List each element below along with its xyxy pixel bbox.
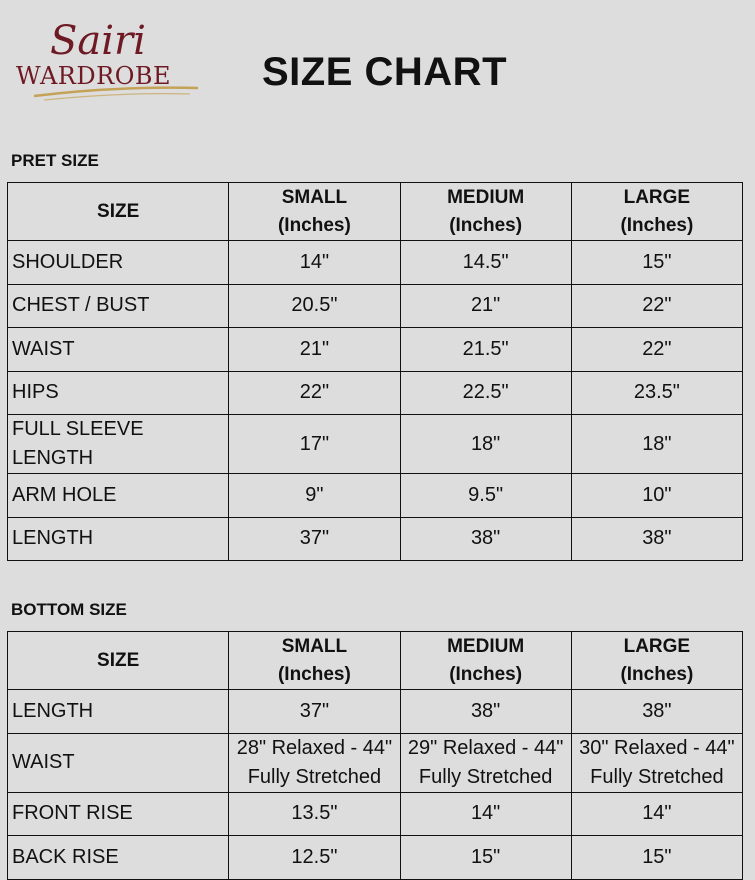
cell-small: 21" bbox=[229, 328, 400, 372]
cell-text: Fully Stretched bbox=[247, 765, 382, 788]
cell-text: 15" bbox=[470, 845, 501, 868]
cell-text: Fully Stretched bbox=[418, 765, 553, 788]
cell-medium: 21.5" bbox=[400, 328, 571, 372]
cell-small bbox=[229, 690, 400, 734]
row-label: FULL SLEEVE LENGTH bbox=[8, 415, 229, 474]
cell-medium bbox=[400, 792, 571, 836]
column-header-unit: (Inches) bbox=[277, 663, 351, 685]
column-header-unit: (Inches) bbox=[449, 214, 523, 236]
cell-text: 13.5" bbox=[291, 802, 338, 825]
table-row bbox=[8, 328, 743, 372]
row-label: SHOULDER bbox=[8, 241, 229, 285]
cell-large: 15" bbox=[571, 241, 742, 285]
column-header-label: SMALL bbox=[281, 635, 348, 657]
cell-medium: 21" bbox=[400, 284, 571, 328]
pret-size-table bbox=[7, 182, 743, 561]
cell-text: 28" Relaxed - 44" bbox=[236, 736, 393, 759]
cell-text: 15" bbox=[642, 845, 672, 868]
row-label: CHEST / BUST bbox=[8, 284, 229, 328]
column-header bbox=[400, 183, 571, 241]
table-row bbox=[8, 792, 743, 836]
cell-text: 38" bbox=[642, 699, 672, 722]
table-row bbox=[8, 690, 743, 734]
column-header-label: SMALL bbox=[281, 186, 348, 208]
cell-small: 17" bbox=[229, 415, 400, 474]
cell-medium: 38" bbox=[400, 517, 571, 561]
column-header-label: MEDIUM bbox=[447, 186, 525, 208]
cell-large bbox=[571, 733, 742, 792]
bottom-size-table bbox=[7, 631, 743, 880]
cell-large: 18" bbox=[571, 415, 742, 474]
page-title: SIZE CHART bbox=[262, 50, 507, 94]
cell-text: 37" bbox=[299, 699, 330, 722]
cell-small bbox=[229, 733, 400, 792]
brand-line1: Sairi bbox=[50, 18, 146, 64]
header-row bbox=[8, 183, 743, 241]
row-label: BACK RISE bbox=[8, 836, 229, 880]
table-row bbox=[8, 733, 743, 792]
column-header-unit: (Inches) bbox=[620, 214, 694, 236]
brand-logo-icon bbox=[14, 16, 204, 106]
cell-small: 9" bbox=[229, 474, 400, 518]
brand-logo bbox=[14, 16, 204, 106]
row-label: ARM HOLE bbox=[8, 474, 229, 518]
header-row bbox=[8, 632, 743, 690]
column-header bbox=[229, 183, 400, 241]
cell-text: 38" bbox=[470, 699, 501, 722]
cell-large bbox=[571, 836, 742, 880]
row-label: WAIST bbox=[8, 733, 229, 792]
row-label: FRONT RISE bbox=[8, 792, 229, 836]
table-row bbox=[8, 474, 743, 518]
column-header bbox=[571, 632, 742, 690]
column-header-label: LARGE bbox=[623, 186, 691, 208]
cell-small bbox=[229, 836, 400, 880]
cell-large bbox=[571, 690, 742, 734]
cell-large: 22" bbox=[571, 328, 742, 372]
cell-large: 22" bbox=[571, 284, 742, 328]
cell-text: 14" bbox=[470, 802, 501, 825]
cell-medium bbox=[400, 690, 571, 734]
table-row bbox=[8, 836, 743, 880]
cell-large: 23.5" bbox=[571, 371, 742, 415]
column-header-label: MEDIUM bbox=[447, 635, 525, 657]
cell-small: 14" bbox=[229, 241, 400, 285]
cell-medium bbox=[400, 733, 571, 792]
row-label: LENGTH bbox=[8, 690, 229, 734]
row-label: LENGTH bbox=[8, 517, 229, 561]
column-header bbox=[8, 183, 229, 241]
table-row bbox=[8, 284, 743, 328]
bottom-section-title: BOTTOM SIZE bbox=[11, 600, 127, 619]
cell-medium bbox=[400, 836, 571, 880]
table-row bbox=[8, 241, 743, 285]
column-header-unit: (Inches) bbox=[277, 214, 351, 236]
column-header bbox=[8, 632, 229, 690]
column-header-label: LARGE bbox=[623, 635, 691, 657]
column-header-label: SIZE bbox=[97, 649, 140, 671]
cell-medium: 18" bbox=[400, 415, 571, 474]
row-label: WAIST bbox=[8, 328, 229, 372]
cell-text: 12.5" bbox=[291, 845, 338, 868]
column-header bbox=[400, 632, 571, 690]
cell-large bbox=[571, 792, 742, 836]
cell-text: 30" Relaxed - 44" bbox=[579, 736, 735, 759]
brand-line2: WARDROBE bbox=[16, 62, 172, 90]
cell-medium: 9.5" bbox=[400, 474, 571, 518]
table-row bbox=[8, 371, 743, 415]
cell-small: 22" bbox=[229, 371, 400, 415]
cell-text: 29" Relaxed - 44" bbox=[407, 736, 564, 759]
row-label: HIPS bbox=[8, 371, 229, 415]
cell-medium: 14.5" bbox=[400, 241, 571, 285]
cell-small bbox=[229, 792, 400, 836]
column-header-unit: (Inches) bbox=[449, 663, 523, 685]
cell-large: 10" bbox=[571, 474, 742, 518]
cell-medium: 22.5" bbox=[400, 371, 571, 415]
cell-large: 38" bbox=[571, 517, 742, 561]
column-header-label: SIZE bbox=[97, 200, 140, 222]
column-header-unit: (Inches) bbox=[620, 663, 694, 685]
column-header bbox=[571, 183, 742, 241]
cell-text: 14" bbox=[642, 802, 672, 825]
column-header bbox=[229, 632, 400, 690]
table-row bbox=[8, 415, 743, 474]
cell-small: 20.5" bbox=[229, 284, 400, 328]
brand-swoosh-thin bbox=[44, 94, 190, 100]
table-row bbox=[8, 517, 743, 561]
cell-small: 37" bbox=[229, 517, 400, 561]
cell-text: Fully Stretched bbox=[590, 765, 724, 788]
pret-section-title: PRET SIZE bbox=[11, 151, 99, 170]
